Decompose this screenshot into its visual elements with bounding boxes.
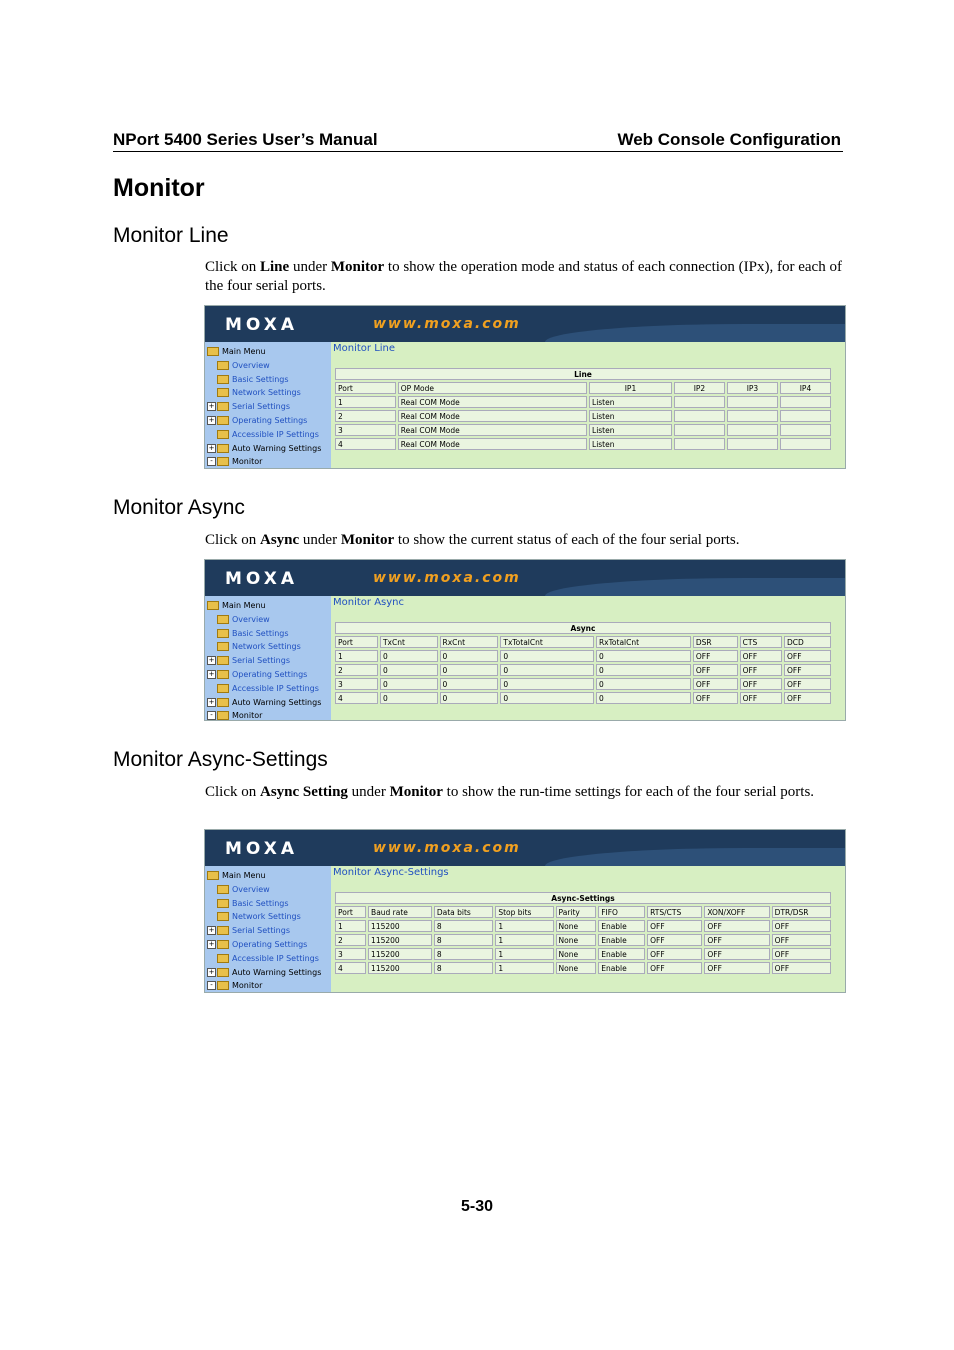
menu-item-basic-settings[interactable] bbox=[207, 374, 289, 386]
menu-item-label: Main Menu bbox=[222, 601, 266, 610]
folder-icon bbox=[217, 940, 229, 949]
table-row bbox=[335, 664, 831, 676]
table-caption: Async bbox=[335, 622, 831, 634]
folder-icon bbox=[217, 954, 229, 963]
menu-item-overview[interactable] bbox=[207, 884, 270, 896]
column-header: Baud rate bbox=[368, 906, 432, 918]
column-header: RTS/CTS bbox=[647, 906, 702, 918]
menu-item-monitor[interactable] bbox=[207, 710, 262, 721]
table-cell: 0 bbox=[440, 678, 499, 690]
table-cell: Listen bbox=[589, 410, 672, 422]
content-title: Monitor Line bbox=[333, 343, 396, 354]
table-cell bbox=[727, 424, 778, 436]
table-cell: 115200 bbox=[368, 920, 432, 932]
table-cell: 2 bbox=[335, 410, 396, 422]
table-cell: 8 bbox=[434, 934, 493, 946]
menu-item-overview[interactable] bbox=[207, 614, 270, 626]
menu-item-label: Operating Settings bbox=[232, 670, 308, 679]
menu-item-monitor[interactable] bbox=[207, 980, 262, 992]
table-row bbox=[335, 650, 831, 662]
table-cell: 0 bbox=[500, 650, 594, 662]
table-cell: OFF bbox=[740, 664, 782, 676]
column-header: FIFO bbox=[598, 906, 645, 918]
page-number: 5-30 bbox=[460, 1198, 494, 1215]
menu-item-label: Serial Settings bbox=[232, 402, 290, 412]
folder-icon bbox=[207, 347, 219, 356]
moxa-logo: MOXA bbox=[225, 315, 299, 335]
main-menu bbox=[205, 866, 331, 992]
table-cell: Enable bbox=[598, 948, 645, 960]
status-table bbox=[333, 890, 833, 976]
moxa-banner bbox=[205, 830, 845, 866]
folder-icon bbox=[217, 885, 229, 894]
table-cell bbox=[780, 424, 831, 436]
column-header: OP Mode bbox=[398, 382, 587, 394]
table-cell: 0 bbox=[440, 692, 499, 704]
table-cell: None bbox=[556, 962, 597, 974]
main-menu bbox=[205, 342, 331, 468]
content-panel bbox=[331, 342, 845, 468]
column-header: DSR bbox=[693, 636, 738, 648]
folder-icon bbox=[217, 615, 229, 624]
column-header: TxTotalCnt bbox=[500, 636, 594, 648]
moxa-url: www.moxa.com bbox=[373, 316, 521, 332]
table-cell: OFF bbox=[693, 678, 738, 690]
table-cell bbox=[780, 396, 831, 408]
menu-item-label: Auto Warning Settings bbox=[232, 697, 322, 707]
menu-item-main-menu[interactable] bbox=[207, 346, 266, 358]
menu-item-label: Basic Settings bbox=[232, 898, 289, 908]
menu-item-main-menu[interactable] bbox=[207, 600, 266, 612]
table-cell: Real COM Mode bbox=[398, 410, 587, 422]
content-title: Monitor Async-Settings bbox=[333, 867, 449, 878]
column-header: Parity bbox=[556, 906, 597, 918]
folder-icon bbox=[217, 899, 229, 908]
menu-item-basic-settings[interactable] bbox=[207, 628, 289, 640]
menu-item-label: Basic Settings bbox=[232, 628, 289, 638]
menu-item-label: Overview bbox=[232, 360, 270, 370]
status-table bbox=[333, 366, 833, 452]
table-cell: 115200 bbox=[368, 962, 432, 974]
table-cell: 4 bbox=[335, 962, 366, 974]
table-cell: 0 bbox=[440, 650, 499, 662]
table-cell: 3 bbox=[335, 948, 366, 960]
table-cell: 8 bbox=[434, 948, 493, 960]
table-cell: 0 bbox=[500, 678, 594, 690]
table-cell: OFF bbox=[693, 664, 738, 676]
chapter-title: Web Console Configuration bbox=[617, 130, 841, 149]
table-cell: 1 bbox=[335, 396, 396, 408]
table-cell: 115200 bbox=[368, 934, 432, 946]
column-header: IP4 bbox=[780, 382, 831, 394]
table-cell: 0 bbox=[500, 692, 594, 704]
table-cell bbox=[674, 410, 725, 422]
table-cell: Real COM Mode bbox=[398, 396, 587, 408]
menu-item-label: Main Menu bbox=[222, 347, 266, 356]
menu-item-auto-warning-settings[interactable] bbox=[207, 967, 321, 979]
folder-icon bbox=[207, 601, 219, 610]
table-header-row bbox=[335, 906, 831, 918]
menu-item-label: Monitor bbox=[232, 981, 263, 991]
menu-item-operating-settings[interactable] bbox=[207, 669, 307, 681]
table-cell: 0 bbox=[596, 664, 691, 676]
para-monitor-line: Click on Line under Monitor to show the operation mode and status of each connection (IPx), for each of the four serial ports. bbox=[205, 259, 842, 294]
menu-item-accessible-ip-settings[interactable] bbox=[207, 683, 319, 695]
menu-item-label: Accessible IP Settings bbox=[232, 429, 319, 439]
folder-icon bbox=[217, 629, 229, 638]
table-cell: None bbox=[556, 934, 597, 946]
table-cell: 1 bbox=[495, 920, 553, 932]
table-cell: 1 bbox=[495, 948, 553, 960]
table-caption: Line bbox=[335, 368, 831, 380]
table-row bbox=[335, 948, 831, 960]
banner-wave bbox=[545, 578, 845, 596]
table-cell: 0 bbox=[596, 678, 691, 690]
expand-icon[interactable]: + bbox=[208, 670, 215, 678]
table-cell: Listen bbox=[589, 438, 672, 450]
table-cell: Real COM Mode bbox=[398, 424, 587, 436]
folder-icon bbox=[217, 375, 229, 384]
screenshot-monitor-async-settings bbox=[204, 829, 846, 993]
table-cell bbox=[780, 410, 831, 422]
menu-item-label: Monitor bbox=[232, 711, 263, 721]
table-cell: Enable bbox=[598, 920, 645, 932]
table-cell: OFF bbox=[704, 934, 769, 946]
banner-wave bbox=[545, 848, 845, 866]
collapse-icon[interactable]: - bbox=[207, 457, 216, 466]
menu-item-label: Operating Settings bbox=[232, 416, 308, 425]
menu-item-main-menu[interactable] bbox=[207, 870, 266, 882]
folder-icon bbox=[217, 711, 229, 720]
table-cell: 0 bbox=[380, 650, 438, 662]
folder-icon bbox=[217, 402, 229, 411]
screenshot-monitor-line bbox=[204, 305, 846, 469]
folder-icon bbox=[217, 670, 229, 679]
menu-item-operating-settings[interactable] bbox=[207, 415, 307, 427]
table-row bbox=[335, 424, 831, 436]
menu-item-accessible-ip-settings[interactable] bbox=[207, 953, 319, 965]
page-header bbox=[113, 129, 843, 152]
table-cell: 4 bbox=[335, 438, 396, 450]
table-cell bbox=[780, 438, 831, 450]
menu-item-label: Network Settings bbox=[232, 642, 301, 652]
table-cell: Listen bbox=[589, 396, 672, 408]
menu-item-label: Network Settings bbox=[232, 388, 301, 398]
expand-icon[interactable]: + bbox=[208, 940, 215, 948]
folder-icon bbox=[217, 968, 229, 977]
column-header: CTS bbox=[740, 636, 782, 648]
heading-monitor-async-settings: Monitor Async-Settings bbox=[113, 748, 328, 771]
heading-monitor-line: Monitor Line bbox=[113, 224, 229, 247]
moxa-banner bbox=[205, 306, 845, 342]
table-cell bbox=[674, 424, 725, 436]
menu-item-operating-settings[interactable] bbox=[207, 939, 307, 951]
folder-icon bbox=[217, 444, 229, 453]
moxa-url: www.moxa.com bbox=[373, 570, 521, 586]
content-panel bbox=[331, 596, 845, 720]
table-cell: OFF bbox=[784, 692, 831, 704]
menu-item-label: Network Settings bbox=[232, 912, 301, 922]
table-cell: 0 bbox=[380, 692, 438, 704]
table-cell: 3 bbox=[335, 424, 396, 436]
menu-item-label: Auto Warning Settings bbox=[232, 967, 322, 977]
table-cell bbox=[674, 396, 725, 408]
table-cell: OFF bbox=[704, 948, 769, 960]
table-row bbox=[335, 410, 831, 422]
table-cell: OFF bbox=[704, 962, 769, 974]
table-cell: Listen bbox=[589, 424, 672, 436]
collapse-icon[interactable]: - bbox=[207, 711, 216, 720]
table-cell: 4 bbox=[335, 692, 378, 704]
column-header: Port bbox=[335, 906, 366, 918]
table-cell: OFF bbox=[740, 678, 782, 690]
menu-item-monitor[interactable] bbox=[207, 456, 262, 468]
table-cell bbox=[727, 396, 778, 408]
folder-icon bbox=[217, 981, 229, 990]
table-cell bbox=[674, 438, 725, 450]
banner-wave bbox=[545, 324, 845, 342]
column-header: DTR/DSR bbox=[772, 906, 831, 918]
table-cell: OFF bbox=[693, 692, 738, 704]
menu-item-label: Accessible IP Settings bbox=[232, 683, 319, 693]
table-cell: 8 bbox=[434, 920, 493, 932]
section-title: Monitor bbox=[113, 174, 205, 202]
table-cell: 0 bbox=[596, 650, 691, 662]
column-header: TxCnt bbox=[380, 636, 438, 648]
table-cell: 0 bbox=[596, 692, 691, 704]
status-table bbox=[333, 620, 833, 706]
heading-monitor-async: Monitor Async bbox=[113, 496, 245, 519]
table-cell: Enable bbox=[598, 962, 645, 974]
table-cell: OFF bbox=[784, 650, 831, 662]
table-cell: OFF bbox=[784, 664, 831, 676]
table-cell: 1 bbox=[495, 962, 553, 974]
table-cell: None bbox=[556, 948, 597, 960]
content-panel bbox=[331, 866, 845, 992]
folder-icon bbox=[207, 871, 219, 880]
expand-icon[interactable]: + bbox=[208, 926, 215, 935]
table-cell: None bbox=[556, 920, 597, 932]
content-title: Monitor Async bbox=[333, 597, 404, 608]
table-cell: 8 bbox=[434, 962, 493, 974]
menu-item-network-settings[interactable] bbox=[207, 641, 301, 653]
table-cell: OFF bbox=[647, 920, 702, 932]
column-header: Port bbox=[335, 382, 396, 394]
table-cell: OFF bbox=[647, 948, 702, 960]
column-header: XON/XOFF bbox=[704, 906, 769, 918]
menu-item-serial-settings[interactable] bbox=[207, 925, 290, 937]
table-cell: 3 bbox=[335, 678, 378, 690]
table-cell: OFF bbox=[704, 920, 769, 932]
column-header: Data bits bbox=[434, 906, 493, 918]
table-cell: OFF bbox=[772, 948, 831, 960]
table-cell: 0 bbox=[380, 678, 438, 690]
table-cell: OFF bbox=[740, 650, 782, 662]
column-header: RxTotalCnt bbox=[596, 636, 691, 648]
table-cell: OFF bbox=[693, 650, 738, 662]
table-cell: 1 bbox=[335, 920, 366, 932]
folder-icon bbox=[217, 361, 229, 370]
table-header-row bbox=[335, 382, 831, 394]
folder-icon bbox=[217, 912, 229, 921]
table-row bbox=[335, 962, 831, 974]
table-cell: OFF bbox=[772, 962, 831, 974]
menu-item-overview[interactable] bbox=[207, 360, 270, 372]
menu-item-network-settings[interactable] bbox=[207, 911, 301, 923]
expand-icon[interactable]: + bbox=[208, 443, 215, 452]
table-row bbox=[335, 438, 831, 450]
folder-icon bbox=[217, 457, 229, 466]
menu-item-label: Basic Settings bbox=[232, 374, 289, 384]
menu-item-serial-settings[interactable] bbox=[207, 655, 290, 667]
menu-item-accessible-ip-settings[interactable] bbox=[207, 429, 319, 441]
menu-item-label: Monitor bbox=[232, 457, 263, 467]
table-header-row bbox=[335, 636, 831, 648]
table-cell: 2 bbox=[335, 934, 366, 946]
menu-item-label: Serial Settings bbox=[232, 656, 290, 666]
table-caption: Async-Settings bbox=[335, 892, 831, 904]
menu-item-auto-warning-settings[interactable] bbox=[207, 697, 321, 709]
folder-icon bbox=[217, 926, 229, 935]
moxa-banner bbox=[205, 560, 845, 596]
table-cell: 2 bbox=[335, 664, 378, 676]
folder-icon bbox=[217, 430, 229, 439]
table-row bbox=[335, 396, 831, 408]
folder-icon bbox=[217, 388, 229, 397]
table-cell: 0 bbox=[380, 664, 438, 676]
folder-icon bbox=[217, 416, 229, 425]
folder-icon bbox=[217, 698, 229, 707]
table-cell: 1 bbox=[495, 934, 553, 946]
folder-icon bbox=[217, 642, 229, 651]
table-row bbox=[335, 934, 831, 946]
table-cell: 115200 bbox=[368, 948, 432, 960]
moxa-logo: MOXA bbox=[225, 569, 299, 589]
main-menu bbox=[205, 596, 331, 720]
menu-item-serial-settings[interactable] bbox=[207, 401, 290, 413]
expand-icon[interactable]: + bbox=[208, 416, 215, 424]
folder-icon bbox=[217, 684, 229, 693]
table-cell: 0 bbox=[500, 664, 594, 676]
table-row bbox=[335, 920, 831, 932]
menu-item-label: Overview bbox=[232, 884, 270, 894]
menu-item-label: Operating Settings bbox=[232, 940, 308, 949]
table-cell: 0 bbox=[440, 664, 499, 676]
column-header: IP1 bbox=[589, 382, 672, 394]
column-header: RxCnt bbox=[440, 636, 499, 648]
expand-icon[interactable]: + bbox=[208, 402, 215, 411]
column-header: IP3 bbox=[727, 382, 778, 394]
folder-icon bbox=[217, 656, 229, 665]
menu-item-basic-settings[interactable] bbox=[207, 898, 289, 910]
column-header: IP2 bbox=[674, 382, 725, 394]
table-cell: Enable bbox=[598, 934, 645, 946]
table-row bbox=[335, 692, 831, 704]
column-header: Port bbox=[335, 636, 378, 648]
table-cell bbox=[727, 438, 778, 450]
moxa-url: www.moxa.com bbox=[373, 840, 521, 856]
collapse-icon[interactable]: - bbox=[207, 981, 216, 990]
para-monitor-async: Click on Async under Monitor to show the current status of each of the four serial ports. bbox=[205, 532, 740, 548]
column-header: Stop bits bbox=[495, 906, 553, 918]
table-cell: 1 bbox=[335, 650, 378, 662]
moxa-logo: MOXA bbox=[225, 839, 299, 859]
table-cell: OFF bbox=[740, 692, 782, 704]
para-monitor-async-settings: Click on Async Setting under Monitor to show the run-time settings for each of the four serial ports. bbox=[205, 784, 815, 800]
menu-item-label: Overview bbox=[232, 614, 270, 624]
expand-icon[interactable]: + bbox=[208, 656, 215, 665]
expand-icon[interactable]: + bbox=[208, 697, 215, 706]
menu-item-label: Serial Settings bbox=[232, 926, 290, 936]
manual-title: NPort 5400 Series User’s Manual bbox=[113, 130, 378, 149]
menu-item-auto-warning-settings[interactable] bbox=[207, 443, 321, 455]
screenshot-monitor-async bbox=[204, 559, 846, 721]
expand-icon[interactable]: + bbox=[208, 967, 215, 976]
table-cell: OFF bbox=[772, 920, 831, 932]
table-cell: Real COM Mode bbox=[398, 438, 587, 450]
table-cell bbox=[727, 410, 778, 422]
table-cell: OFF bbox=[784, 678, 831, 690]
menu-item-label: Accessible IP Settings bbox=[232, 953, 319, 963]
table-cell: OFF bbox=[647, 962, 702, 974]
menu-item-label: Main Menu bbox=[222, 871, 266, 880]
column-header: DCD bbox=[784, 636, 831, 648]
menu-item-label: Auto Warning Settings bbox=[232, 443, 322, 453]
menu-item-network-settings[interactable] bbox=[207, 387, 301, 399]
table-row bbox=[335, 678, 831, 690]
table-cell: OFF bbox=[772, 934, 831, 946]
table-cell: OFF bbox=[647, 934, 702, 946]
